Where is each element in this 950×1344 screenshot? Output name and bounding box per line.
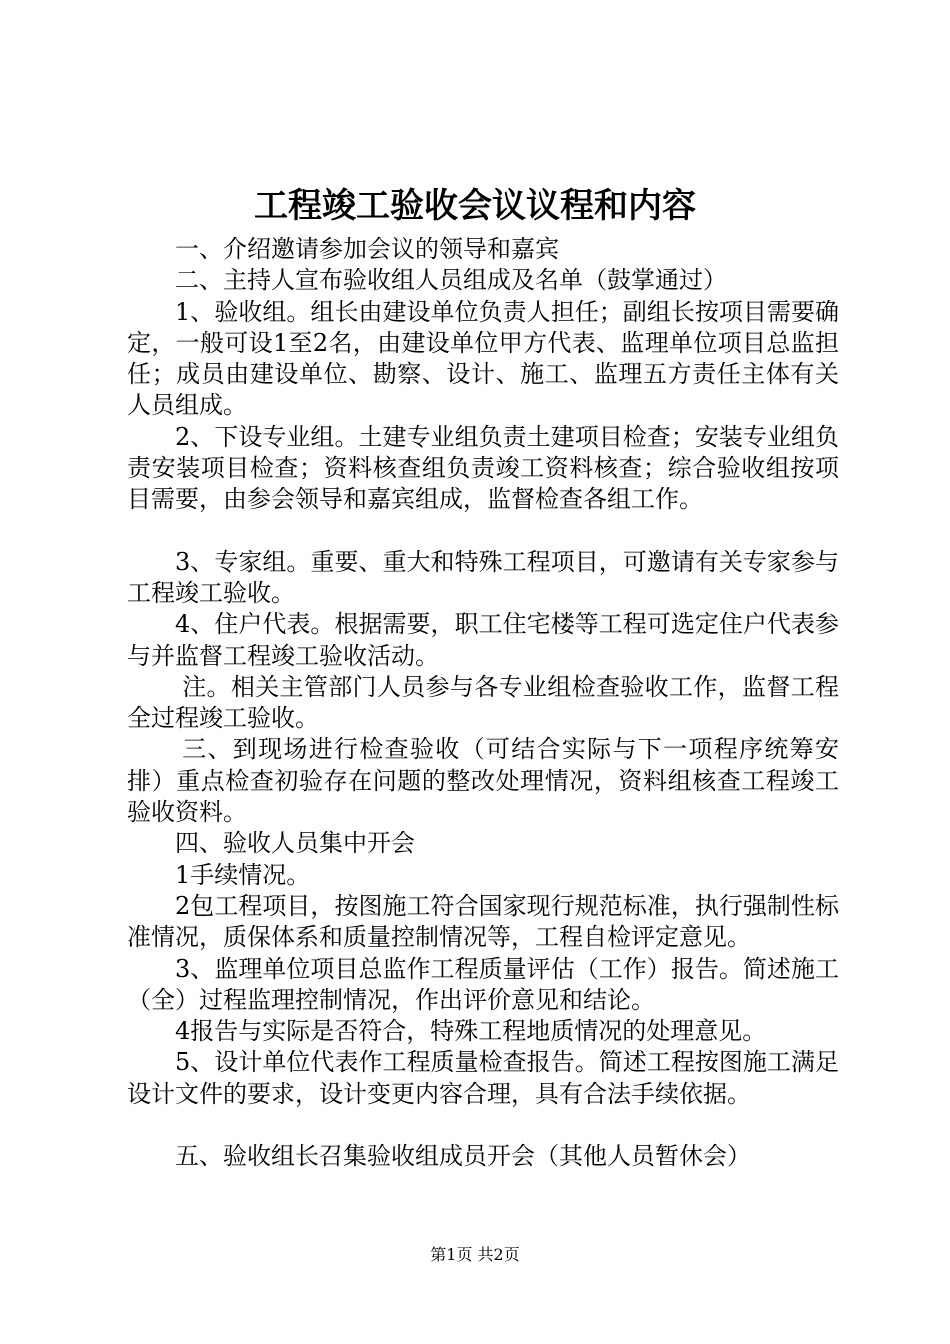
- paragraph-site-inspection: 三、到现场进行检查验收（可结合实际与下一项程序统筹安排）重点检查初验存在问题的整改处理情况，资料组核查工程竣工验收资料。: [127, 735, 839, 827]
- paragraph-announce-group: 二、主持人宣布验收组人员组成及名单（鼓掌通过）: [175, 266, 727, 295]
- document-title: 工程竣工验收会议议程和内容: [254, 186, 696, 226]
- paragraph-resident-representative: 4、住户代表。根据需要，职工住宅楼等工程可选定住户代表参与并监督工程竣工验收活动。: [127, 610, 839, 670]
- paragraph-report-consistency: 4报告与实际是否符合，特殊工程地质情况的处理意见。: [175, 1017, 767, 1046]
- paragraph-expert-group: 3、专家组。重要、重大和特殊工程项目，可邀请有关专家参与工程竣工验收。: [127, 547, 839, 607]
- paragraph-acceptance-group: 1、验收组。组长由建设单位负责人担任；副组长按项目需要确定，一般可设1至2名，由建设单位甲方代表、监理单位项目总监担任；成员由建设单位、勘察、设计、施工、监理五方责任主体有关人员组成。: [127, 297, 839, 420]
- paragraph-specialty-groups: 2、下设专业组。土建专业组负责土建项目检查；安装专业组负责安装项目检查；资料核查组负责竣工资料核查；综合验收组按项目需要，由参会领导和嘉宾组成，监督检查各组工作。: [127, 422, 839, 514]
- paragraph-procedures: 1手续情况。: [175, 860, 311, 889]
- paragraph-note: 注。相关主管部门人员参与各专业组检查验收工作，监督工程全过程竣工验收。: [127, 672, 839, 733]
- paragraph-spacer: [127, 516, 839, 547]
- paragraph-group-leader-meeting: 五、验收组长召集验收组成员开会（其他人员暂休会）: [175, 1142, 751, 1171]
- page-number: 第1页 共2页: [430, 1245, 520, 1264]
- paragraph-spacer: [127, 1110, 839, 1141]
- paragraph-supervision-report: 3、监理单位项目总监作工程质量评估（工作）报告。简述施工（全）过程监理控制情况，作出评价意见和结论。: [127, 954, 839, 1014]
- paragraph-design-report: 5、设计单位代表作工程质量检查报告。简述工程按图施工满足设计文件的要求，设计变更内容合理，具有合法手续依据。: [127, 1048, 839, 1108]
- paragraph-intro-guests: 一、介绍邀请参加会议的领导和嘉宾: [175, 235, 559, 263]
- paragraph-contract-project: 2包工程项目，按图施工符合国家现行规范标准，执行强制性标准情况，质保体系和质量控制情况等，工程自检评定意见。: [127, 891, 839, 952]
- paragraph-meeting: 四、验收人员集中开会: [175, 829, 415, 858]
- document-body: [127, 234, 839, 1172]
